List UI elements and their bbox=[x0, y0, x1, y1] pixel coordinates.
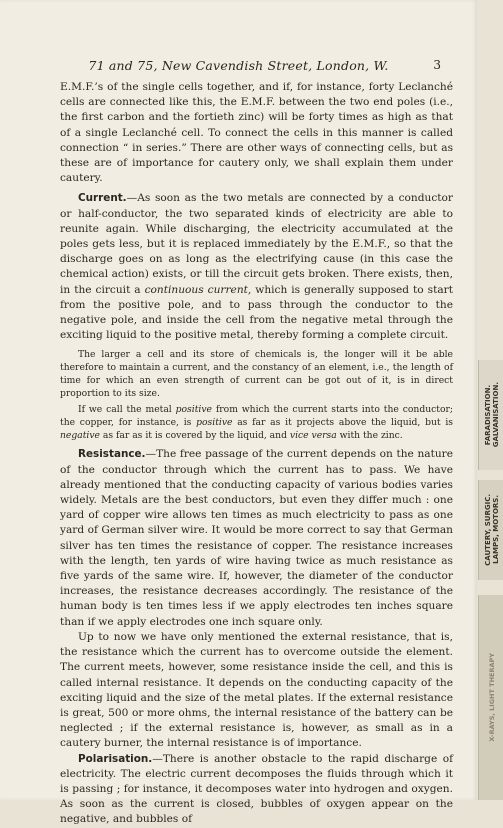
note-italic-2: positive bbox=[196, 417, 233, 429]
polarisation-text: —There is another obstacle to the rapid discharge of electricity. The electric current decomposes the fluids through which it is passing ; for instance, it decomposes water into hydrogen and oxygen. As soon as the current is closed, bubbles of oxygen appear on the negative, and bubbles of bbox=[60, 752, 453, 826]
tab-faradisation[interactable] bbox=[478, 360, 503, 470]
paragraph-emf: E.M.F.’s of the single cells together, and if, for instance, forty Leclanché cells are connected like this, the E.M.F. between the two end poles (i.e., the first carbon and the fortieth zinc) will be forty times as high as that of a single Leclanché cell. To connect the cells in this manner is called connection “ in series.” There are other ways of connecting cells, but as these are of importance for cautery only, we shall explain them under cautery. bbox=[60, 81, 453, 185]
note-part-2: from which the current starts into the conductor; the copper, for instance, is bbox=[60, 404, 453, 429]
tab-label-cautery: CAUTERY, SURGIC. LAMPS, MOTORS. bbox=[483, 494, 500, 566]
paragraph-current bbox=[60, 191, 453, 343]
note-part-4: as far as it is covered by the liquid, and bbox=[99, 430, 290, 442]
resistance-text: —The free passage of the current depends on the nature of the conductor through which the current has to pass. We have already mentioned that the conducting capacity of various bodies varies widely. Metals are the best conductors, but even they differ much : one yard of copper wire allows ten times as much electricity to pass as one yard of German silver wire. It would be more correct to say that German silver has ten times the resistance of copper. The resistance increases with the length, ten yards of wire having twice as much resistance as five yards of the same wire. If, however, the diameter of the conductor increases, the resistance decreases accordingly. The resistance of the human body is ten times less if we apply electrodes ten inches square than if we apply electrodes one inch square only. bbox=[60, 448, 453, 628]
note-part-3: as far as it projects above the liquid, but is bbox=[232, 417, 453, 429]
note-positive-metal bbox=[60, 403, 453, 442]
note-cell-size: The larger a cell and its store of chemicals is, the longer will it be able therefore to maintain a current, and the constancy of an element, i.e., the length of time for which an even strength of current can be got out of it, is in direct proportion to its size. bbox=[60, 349, 453, 400]
tab-label-x-rays: X-RAYS, LIGHT THERAPY bbox=[487, 653, 496, 742]
note-italic-4: vice versa bbox=[289, 430, 337, 442]
paragraph-resistance bbox=[60, 447, 453, 629]
note-italic-3: negative bbox=[60, 430, 100, 442]
heading-current: Current. bbox=[78, 192, 127, 205]
paragraph-internal-resistance: Up to now we have only mentioned the external resistance, that is, the resistance which the current has to overcome outside the element. The current meets, however, some resistance inside the cell, and this is called internal resistance. It depends on the conducting capacity of the exciting liquid and the size of the metal plates. If the external resistance is great, 500 or more ohms, the internal resistance of the battery can be neglected ; if the external resistance is, however, as small as in a cautery burner, the internal resistance is of importance. bbox=[60, 630, 453, 750]
current-italic: continuous current, bbox=[144, 283, 252, 296]
tab-cautery[interactable] bbox=[478, 480, 503, 580]
heading-polarisation: Polarisation. bbox=[78, 752, 153, 765]
paragraph-polarisation bbox=[60, 752, 453, 828]
tab-x-rays[interactable] bbox=[478, 595, 503, 800]
thumb-index-tabs bbox=[478, 360, 503, 800]
current-text-before: —As soon as the two metals are connected by a conductor or half-conductor, the two separated kinds of electricity are able to reunite again. While discharging, the electricity accumulated at the poles gets less, but it is replaced immediately by the E.M.F., so that the discharge goes on as long as the electrifying cause (in this case the chemical action) exists, or till the circuit gets broken. There exists, then, in the circuit a bbox=[60, 192, 453, 296]
note-part-5: with the zinc. bbox=[336, 430, 403, 442]
current-text-after: which is generally supposed to start from the positive pole, and to pass through the conductor to the negative pole, and inside the cell from the negative metal through the exciting liquid to the positive metal, thereby forming a complete circuit. bbox=[60, 283, 453, 342]
page-number: 3 bbox=[433, 58, 441, 72]
running-header: 71 and 75, New Cavendish Street, London, W. bbox=[88, 58, 389, 73]
page-body bbox=[60, 80, 453, 828]
tab-label-faradisation: FARADISATION. GALVANISATION. bbox=[483, 382, 500, 448]
note-part-1: If we call the metal bbox=[78, 404, 176, 416]
note-italic-1: positive bbox=[175, 404, 212, 416]
heading-resistance: Resistance. bbox=[78, 448, 146, 461]
